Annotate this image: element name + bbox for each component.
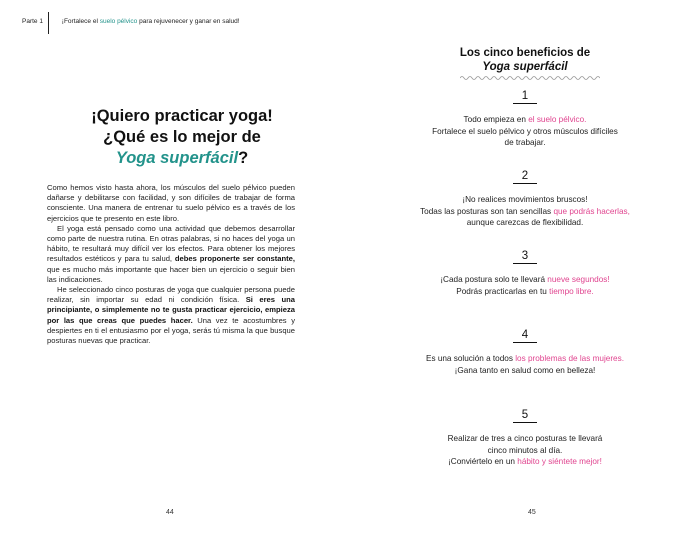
paragraph-2-start: El yoga está pensado como una actividad que debemos desarrollar como parte de nuestra rutina. En otras palabras, si no haces del yoga un hábito, te resultará muy difícil ver los efectos. Para obtener los mejores resultados estéticos y para tu salud,: [47, 223, 295, 264]
header-divider: [48, 12, 49, 34]
benefit-highlight: que podrás hacerlas,: [553, 206, 630, 216]
benefit-highlight: los problemas de las mujeres.: [515, 354, 624, 363]
wavy-divider: [460, 75, 600, 81]
benefit-1: [405, 90, 645, 149]
benefit-line: [405, 353, 645, 365]
benefit-text: Podrás practicarlas en tu: [456, 286, 550, 296]
benefit-5: [405, 409, 645, 468]
header-subtitle-start: ¡Fortalece el: [61, 18, 100, 25]
paragraph-2: [47, 224, 295, 285]
page-number-left: 44: [166, 509, 174, 516]
benefit-4: [405, 329, 645, 376]
benefit-line: aunque carezcas de flexibilidad.: [466, 218, 584, 227]
benefit-line: Realizar de tres a cinco posturas te llevará: [447, 434, 603, 443]
benefit-line: ¡Gana tanto en salud como en belleza!: [454, 365, 596, 375]
title-line-2: ¿Qué es lo mejor de: [103, 128, 261, 146]
benefit-line: [405, 206, 645, 218]
benefits-title-line-1: Los cinco beneficios de: [459, 47, 591, 59]
benefit-highlight: nueve segundos!: [547, 275, 610, 284]
paragraph-2-end: que es mucho más importante que hacer bien un ejercicio o seguir bien las indicaciones.: [47, 264, 295, 284]
page-number-right: 45: [528, 509, 536, 516]
paragraph-3-start: He seleccionado cinco posturas de yoga que cualquier persona puede realizar, sin importar su edad ni condición física.: [47, 285, 295, 305]
benefit-highlight: el suelo pélvico.: [528, 115, 587, 124]
benefit-line: [405, 114, 645, 126]
benefit-text: Es una solución a todos: [426, 354, 516, 363]
benefit-3: [405, 250, 645, 297]
benefit-line: cinco minutos al día.: [487, 445, 563, 455]
paragraph-3: [47, 285, 295, 346]
benefit-line: [405, 274, 645, 286]
body-text: [47, 183, 295, 346]
benefit-text: Todas las posturas son tan sencillas: [420, 206, 554, 216]
benefit-text: ¡Cada postura solo te llevará: [440, 275, 548, 284]
benefit-text: Todo empieza en: [463, 115, 529, 124]
benefit-number: 2: [513, 170, 537, 184]
paragraph-3-end: Una vez te acostumbres y despiertes en ti el entusiasmo por el yoga, serás tú misma la que busque posturas nuevas que practicar.: [47, 315, 295, 346]
benefit-line: de trabajar.: [504, 138, 546, 147]
benefit-line: [405, 286, 645, 298]
header-subtitle: [50, 18, 240, 25]
benefit-line: Fortalece el suelo pélvico y otros músculos difíciles: [432, 126, 618, 136]
paragraph-3-bold: Si eres una principiante, o simplemente no te gusta practicar ejercicio, empieza por las que creas que puedes hacer.: [47, 295, 295, 325]
benefits-title: [450, 46, 600, 74]
header-subtitle-end: para rejuvenecer y ganar en salud!: [137, 18, 240, 25]
title-end: ?: [238, 149, 249, 167]
paragraph-1: Como hemos visto hasta ahora, los músculos del suelo pélvico pueden dañarse y debilitarse con facilidad, y son difíciles de trabajar de forma consciente. Una manera de entrenar tu suelo pélvico es a través de los ejercicios que te presento en este libro.: [47, 183, 295, 223]
benefit-line: [405, 456, 645, 468]
title-line-3: [62, 148, 302, 169]
benefit-number: 3: [513, 250, 537, 264]
benefit-number: 4: [513, 329, 537, 343]
benefit-number: 1: [513, 90, 537, 104]
benefit-highlight: tiempo libre.: [549, 286, 594, 296]
benefits-title-line-2: Yoga superfácil: [482, 61, 568, 73]
benefit-text: ¡Conviértelo en un: [448, 457, 518, 466]
title-line-1: ¡Quiero practicar yoga!: [91, 107, 273, 125]
benefit-2: [405, 170, 645, 229]
benefit-line: ¡No realices movimientos bruscos!: [462, 195, 588, 204]
benefit-highlight: hábito y siéntete mejor!: [517, 457, 602, 466]
header-part: Parte 1: [22, 18, 43, 25]
title-accent: Yoga superfácil: [115, 149, 239, 167]
header-subtitle-highlight: suelo pélvico: [99, 18, 138, 25]
paragraph-2-bold: debes proponerte ser constante,: [174, 254, 295, 264]
running-header: [22, 18, 240, 25]
page-title: [62, 106, 302, 169]
right-page: [350, 0, 700, 537]
benefit-number: 5: [513, 409, 537, 423]
